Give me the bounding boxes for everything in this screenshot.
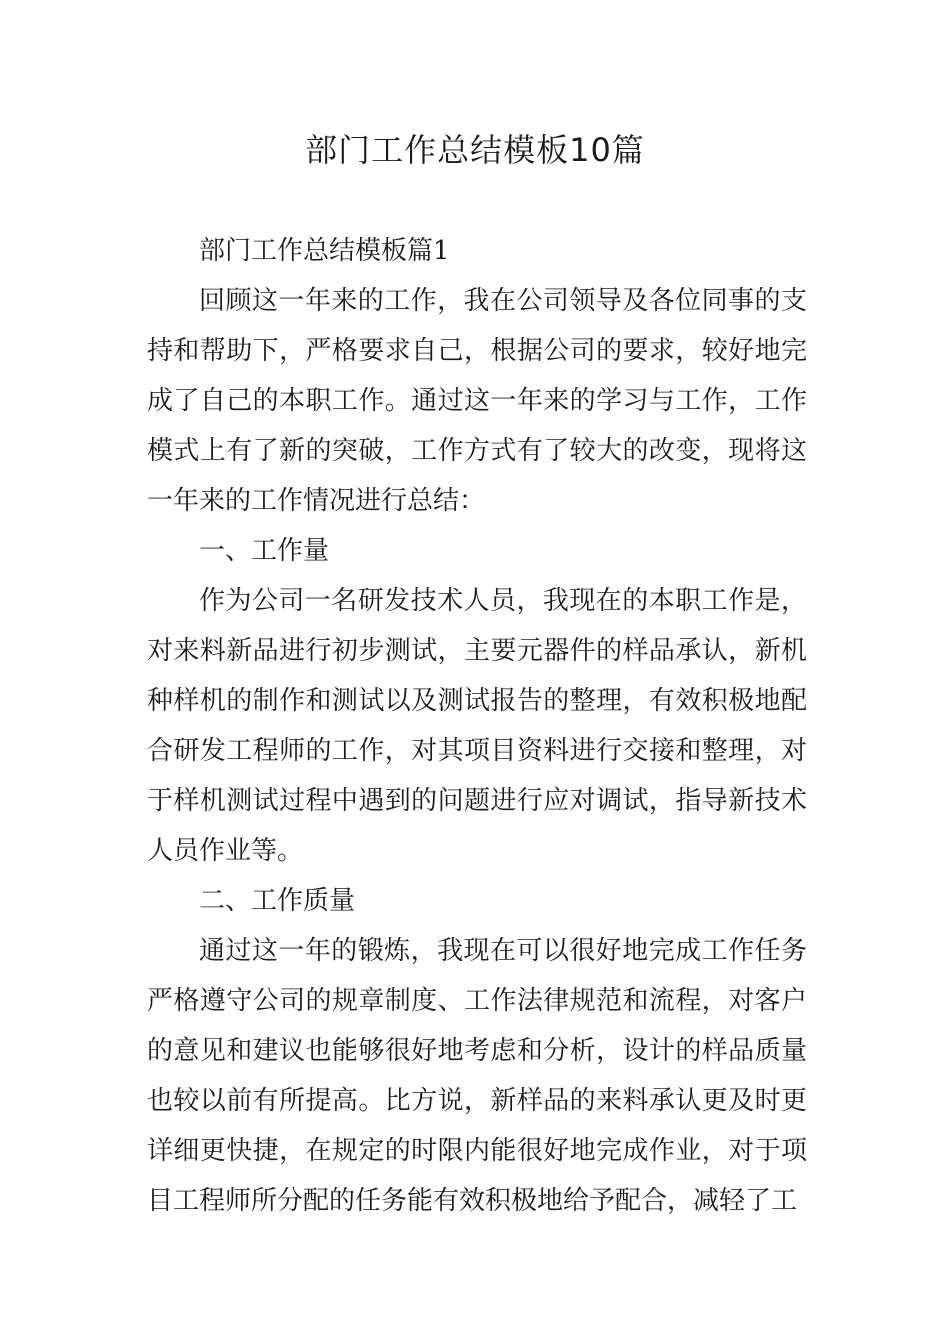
paragraph-work-quality: 通过这一年的锻炼，我现在可以很好地完成工作任务严格遵守公司的规章制度、工作法律规范和流程，对客户的意见和建议也能够很好地考虑和分析，设计的样品质量也较以前有所提高。比方说，新样品的来料承认更及时更详细更快捷，在规定的时限内能很好地完成作业，对于项目工程师所分配的任务能有效积极地给予配合，减轻了工 [147,936,807,1216]
document-title: 部门工作总结模板10篇 [305,131,645,169]
document-body [147,226,807,1226]
section-heading-work-quality: 二、工作质量 [199,886,356,916]
paragraph-workload: 作为公司一名研发技术人员，我现在的本职工作是，对来料新品进行初步测试，主要元器件的样品承认，新机种样机的制作和测试以及测试报告的整理，有效积极地配合研发工程师的工作，对其项目资料进行交接和整理，对于样机测试过程中遇到的问题进行应对调试，指导新技术人员作业等。 [147,586,807,866]
section-heading-part-1: 部门工作总结模板篇1 [199,236,450,266]
paragraph-intro: 回顾这一年来的工作，我在公司领导及各位同事的支持和帮助下，严格要求自己，根据公司的要求，较好地完成了自己的本职工作。通过这一年来的学习与工作，工作模式上有了新的突破，工作方式有了较大的改变，现将这一年来的工作情况进行总结： [147,286,807,516]
section-heading-workload: 一、工作量 [199,536,330,566]
